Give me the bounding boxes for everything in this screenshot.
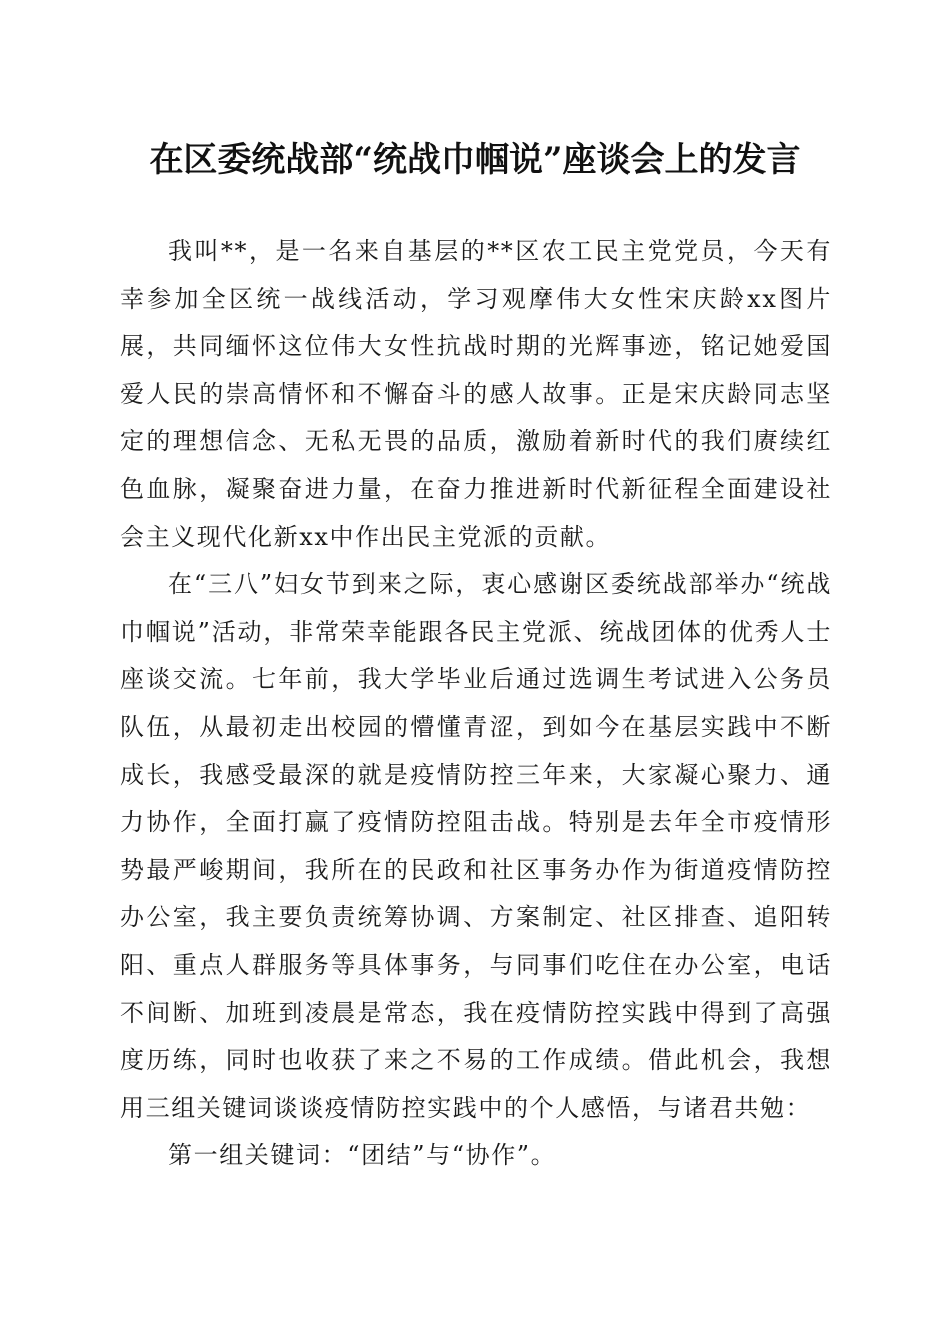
document-body <box>120 228 832 1180</box>
paragraph-keyword-heading: 第一组关键词：“团结”与“协作”。 <box>168 1141 557 1170</box>
paragraph-introduction: 我叫**，是一名来自基层的**区农工民主党党员，今天有幸参加全区统一战线活动，学习观摩伟大女性宋庆龄xx图片展，共同缅怀这位伟大女性抗战时期的光辉事迹，铭记她爱国爱人民的崇高情怀和不懈奋斗的感人故事。正是宋庆龄同志坚定的理想信念、无私无畏的品质，激励着新时代的我们赓续红色血脉，凝聚奋进力量，在奋力推进新时代新征程全面建设社会主义现代化新xx中作出民主党派的贡献。 <box>120 237 832 551</box>
paragraph-experience: 在“三八”妇女节到来之际，衷心感谢区委统战部举办“统战巾帼说”活动，非常荣幸能跟各民主党派、统战团体的优秀人士座谈交流。七年前，我大学毕业后通过选调生考试进入公务员队伍，从最初走出校园的懵懂青涩，到如今在基层实践中不断成长，我感受最深的就是疫情防控三年来，大家凝心聚力、通力协作，全面打赢了疫情防控阻击战。特别是去年全市疫情形势最严峻期间，我所在的民政和社区事务办作为街道疫情防控办公室，我主要负责统筹协调、方案制定、社区排查、追阳转阳、重点人群服务等具体事务，与同事们吃住在办公室，电话不间断、加班到凌晨是常态，我在疫情防控实践中得到了高强度历练，同时也收获了来之不易的工作成绩。借此机会，我想用三组关键词谈谈疫情防控实践中的个人感悟，与诸君共勉： <box>120 570 832 1122</box>
document-title: 在区委统战部“统战巾帼说”座谈会上的发言 <box>149 140 801 180</box>
